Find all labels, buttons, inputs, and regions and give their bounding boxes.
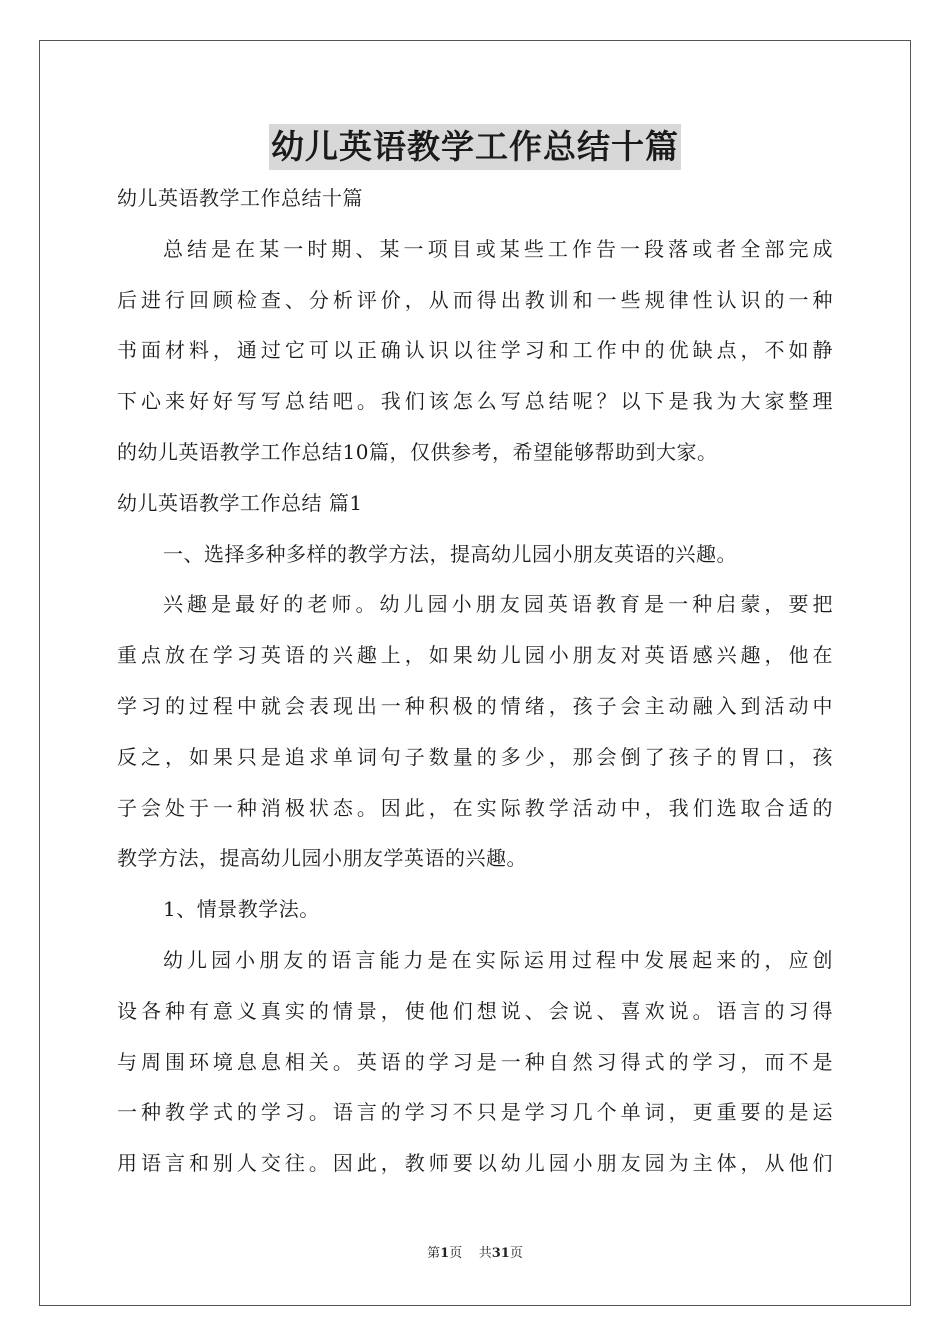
- total-prefix: 共: [478, 1246, 492, 1261]
- subheading-line: 一、选择多种多样的教学方法，提高幼儿园小朋友英语的兴趣。: [163, 541, 737, 566]
- paragraph-line: 幼儿园小朋友的语言能力是在实际运用过程中发展起来的，应创: [163, 947, 833, 972]
- title-wrap: [0, 124, 950, 170]
- paragraph-line: 与周围环境息息相关。英语的学习是一种自然习得式的学习，而不是: [117, 1049, 833, 1074]
- paragraph-line: 的幼儿英语教学工作总结10篇，仅供参考，希望能够帮助到大家。: [117, 439, 718, 464]
- paragraph-line: 子会处于一种消极状态。因此，在实际教学活动中，我们选取合适的: [117, 795, 833, 820]
- document-title: 幼儿英语教学工作总结十篇: [269, 124, 681, 170]
- document-body: [117, 173, 833, 1189]
- subtitle-line: 幼儿英语教学工作总结十篇: [117, 186, 363, 210]
- paragraph-line: 书面材料，通过它可以正确认识以往学习和工作中的优缺点，不如静: [117, 338, 833, 363]
- total-pages: 31: [491, 1246, 510, 1261]
- paragraph-line: 设各种有意义真实的情景，使他们想说、会说、喜欢说。语言的习得: [117, 998, 833, 1023]
- paragraph-line: 下心来好好写写总结吧。我们该怎么写总结呢？以下是我为大家整理: [117, 389, 833, 414]
- paragraph-line: 反之，如果只是追求单词句子数量的多少，那会倒了孩子的胃口，孩: [117, 744, 833, 769]
- paragraph-line: 学习的过程中就会表现出一种积极的情绪，孩子会主动融入到活动中: [117, 693, 833, 718]
- paragraph-line: 后进行回顾检查、分析评价，从而得出教训和一些规律性认识的一种: [117, 287, 833, 312]
- page-suffix: 页: [449, 1246, 463, 1261]
- subheading-line: 1、情景教学法。: [163, 897, 320, 922]
- paragraph-line: 重点放在学习英语的兴趣上，如果幼儿园小朋友对英语感兴趣，他在: [117, 643, 833, 668]
- section-heading: 幼儿英语教学工作总结 篇1: [117, 490, 363, 515]
- paragraph-line: 一种教学式的学习。语言的学习不只是学习几个单词，更重要的是运: [117, 1100, 833, 1125]
- page-number: 1: [440, 1246, 450, 1261]
- paragraph-line: 总结是在某一时期、某一项目或某些工作告一段落或者全部完成: [163, 236, 833, 261]
- total-suffix: 页: [509, 1246, 523, 1261]
- paragraph-line: 用语言和别人交往。因此，教师要以幼儿园小朋友园为主体，从他们: [117, 1151, 833, 1176]
- page-footer: [0, 1245, 950, 1263]
- paragraph-line: 兴趣是最好的老师。幼儿园小朋友园英语教育是一种启蒙，要把: [163, 592, 833, 617]
- paragraph-line: 教学方法，提高幼儿园小朋友学英语的兴趣。: [117, 846, 527, 871]
- page-prefix: 第: [427, 1246, 441, 1261]
